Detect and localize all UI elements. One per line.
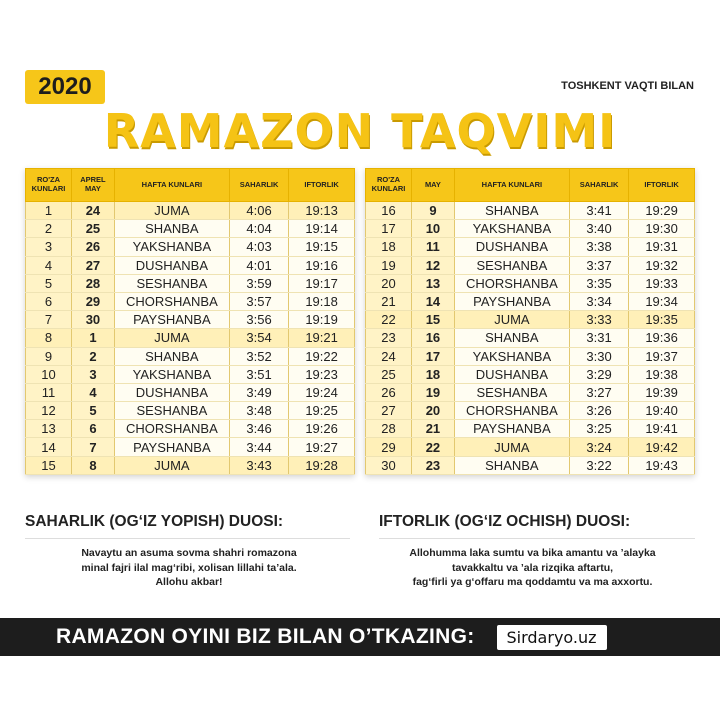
- table-row: [366, 456, 695, 474]
- cell-weekday: SESHANBA: [114, 402, 229, 420]
- cell-day-number: 23: [366, 329, 412, 347]
- cell-saharlik: 3:56: [229, 311, 288, 329]
- timezone-label: TOSHKENT VAQTI BILAN: [561, 80, 694, 92]
- duo-line: minal fajri ilal mag‘ribi, xolisan lillahi ta’ala.: [81, 561, 297, 574]
- cell-weekday: SHANBA: [454, 329, 569, 347]
- cell-saharlik: 3:52: [229, 347, 288, 365]
- cell-iftorlik: 19:32: [629, 256, 695, 274]
- saharlik-duo-title: SAHARLIK (OG‘IZ YOPISH) DUOSI:: [25, 513, 284, 530]
- cell-saharlik: 3:26: [569, 402, 628, 420]
- cell-day-number: 18: [366, 238, 412, 256]
- cell-iftorlik: 19:41: [629, 420, 695, 438]
- col-header-saharlik: SAHARLIK: [569, 169, 628, 202]
- cell-weekday: SHANBA: [454, 202, 569, 220]
- cell-weekday: SHANBA: [454, 456, 569, 474]
- footer-bar: [0, 618, 720, 656]
- cell-date: 17: [412, 347, 455, 365]
- cell-day-number: 3: [26, 238, 72, 256]
- cell-day-number: 14: [26, 438, 72, 456]
- brand-logo[interactable]: Sirdaryo.uz: [497, 625, 607, 650]
- cell-saharlik: 3:35: [569, 274, 628, 292]
- cell-weekday: DUSHANBA: [114, 383, 229, 401]
- cell-iftorlik: 19:18: [289, 292, 355, 310]
- cell-saharlik: 3:38: [569, 238, 628, 256]
- cell-weekday: CHORSHANBA: [114, 420, 229, 438]
- cell-saharlik: 3:29: [569, 365, 628, 383]
- table-row: [366, 256, 695, 274]
- cell-date: 5: [72, 402, 115, 420]
- table-row: [26, 438, 355, 456]
- cell-weekday: SHANBA: [114, 347, 229, 365]
- cell-date: 23: [412, 456, 455, 474]
- cell-saharlik: 3:48: [229, 402, 288, 420]
- cell-day-number: 22: [366, 311, 412, 329]
- cell-saharlik: 3:54: [229, 329, 288, 347]
- table-row: [366, 365, 695, 383]
- cell-date: 11: [412, 238, 455, 256]
- cell-date: 6: [72, 420, 115, 438]
- cell-saharlik: 3:30: [569, 347, 628, 365]
- cell-saharlik: 3:44: [229, 438, 288, 456]
- cell-date: 1: [72, 329, 115, 347]
- cell-weekday: JUMA: [454, 438, 569, 456]
- cell-iftorlik: 19:27: [289, 438, 355, 456]
- cell-saharlik: 3:49: [229, 383, 288, 401]
- table-row: [26, 292, 355, 310]
- cell-iftorlik: 19:43: [629, 456, 695, 474]
- col-header-weekday: HAFTA KUNLARI: [454, 169, 569, 202]
- cell-saharlik: 3:22: [569, 456, 628, 474]
- cell-iftorlik: 19:36: [629, 329, 695, 347]
- cell-iftorlik: 19:19: [289, 311, 355, 329]
- table-row: [366, 220, 695, 238]
- table-row: [366, 238, 695, 256]
- table-row: [26, 220, 355, 238]
- cell-weekday: DUSHANBA: [114, 256, 229, 274]
- cell-saharlik: 3:59: [229, 274, 288, 292]
- col-header-date: MAY: [412, 169, 455, 202]
- cell-iftorlik: 19:17: [289, 274, 355, 292]
- cell-iftorlik: 19:40: [629, 402, 695, 420]
- cell-iftorlik: 19:37: [629, 347, 695, 365]
- cell-day-number: 25: [366, 365, 412, 383]
- cell-day-number: 7: [26, 311, 72, 329]
- cell-date: 24: [72, 202, 115, 220]
- cell-day-number: 9: [26, 347, 72, 365]
- cell-iftorlik: 19:21: [289, 329, 355, 347]
- cell-iftorlik: 19:42: [629, 438, 695, 456]
- cell-saharlik: 3:40: [569, 220, 628, 238]
- col-header-saharlik: SAHARLIK: [229, 169, 288, 202]
- cell-weekday: YAKSHANBA: [454, 347, 569, 365]
- cell-iftorlik: 19:26: [289, 420, 355, 438]
- cell-saharlik: 3:25: [569, 420, 628, 438]
- cell-date: 7: [72, 438, 115, 456]
- cell-day-number: 21: [366, 292, 412, 310]
- calendar-table-left: [25, 168, 355, 475]
- cell-date: 15: [412, 311, 455, 329]
- cell-iftorlik: 19:13: [289, 202, 355, 220]
- table-row: [26, 202, 355, 220]
- cell-saharlik: 3:43: [229, 456, 288, 474]
- cell-weekday: PAYSHANBA: [114, 311, 229, 329]
- cell-iftorlik: 19:16: [289, 256, 355, 274]
- cell-weekday: JUMA: [114, 456, 229, 474]
- cell-day-number: 4: [26, 256, 72, 274]
- table-row: [26, 383, 355, 401]
- table-row: [366, 347, 695, 365]
- cell-date: 18: [412, 365, 455, 383]
- cell-day-number: 5: [26, 274, 72, 292]
- cell-saharlik: 3:51: [229, 365, 288, 383]
- cell-iftorlik: 19:35: [629, 311, 695, 329]
- cell-iftorlik: 19:31: [629, 238, 695, 256]
- cell-date: 2: [72, 347, 115, 365]
- cell-weekday: JUMA: [114, 329, 229, 347]
- footer-slogan: RAMAZON OYINI BIZ BILAN O’TKAZING:: [56, 625, 475, 648]
- cell-saharlik: 3:27: [569, 383, 628, 401]
- cell-weekday: PAYSHANBA: [454, 292, 569, 310]
- col-header-date: APREL MAY: [72, 169, 115, 202]
- cell-iftorlik: 19:38: [629, 365, 695, 383]
- cell-weekday: SESHANBA: [454, 383, 569, 401]
- col-header-iftorlik: IFTORLIK: [289, 169, 355, 202]
- cell-weekday: YAKSHANBA: [454, 220, 569, 238]
- cell-date: 12: [412, 256, 455, 274]
- table-row: [26, 238, 355, 256]
- cell-iftorlik: 19:30: [629, 220, 695, 238]
- table-row: [366, 292, 695, 310]
- cell-iftorlik: 19:34: [629, 292, 695, 310]
- cell-weekday: JUMA: [454, 311, 569, 329]
- cell-weekday: YAKSHANBA: [114, 365, 229, 383]
- col-header-day: RO'ZA KUNLARI: [366, 169, 412, 202]
- table-body-left: [26, 202, 355, 475]
- cell-weekday: DUSHANBA: [454, 238, 569, 256]
- table-row: [26, 311, 355, 329]
- cell-saharlik: 4:01: [229, 256, 288, 274]
- cell-day-number: 6: [26, 292, 72, 310]
- cell-saharlik: 3:37: [569, 256, 628, 274]
- cell-day-number: 29: [366, 438, 412, 456]
- table-row: [366, 274, 695, 292]
- cell-day-number: 8: [26, 329, 72, 347]
- table-row: [26, 347, 355, 365]
- cell-saharlik: 4:03: [229, 238, 288, 256]
- cell-iftorlik: 19:14: [289, 220, 355, 238]
- cell-date: 4: [72, 383, 115, 401]
- table-row: [26, 420, 355, 438]
- table-row: [366, 311, 695, 329]
- cell-iftorlik: 19:23: [289, 365, 355, 383]
- cell-saharlik: 3:57: [229, 292, 288, 310]
- cell-iftorlik: 19:33: [629, 274, 695, 292]
- col-header-iftorlik: IFTORLIK: [629, 169, 695, 202]
- cell-date: 3: [72, 365, 115, 383]
- cell-saharlik: 3:31: [569, 329, 628, 347]
- cell-weekday: JUMA: [114, 202, 229, 220]
- table-row: [26, 456, 355, 474]
- cell-saharlik: 3:33: [569, 311, 628, 329]
- duo-line: tavakkaltu va ’ala rizqika aftartu,: [451, 561, 614, 574]
- cell-day-number: 19: [366, 256, 412, 274]
- duo-line: Navaytu an asuma sovma shahri romazona: [81, 547, 297, 559]
- cell-date: 16: [412, 329, 455, 347]
- cell-day-number: 15: [26, 456, 72, 474]
- cell-date: 30: [72, 311, 115, 329]
- cell-day-number: 30: [366, 456, 412, 474]
- cell-iftorlik: 19:28: [289, 456, 355, 474]
- table-row: [26, 402, 355, 420]
- cell-date: 10: [412, 220, 455, 238]
- cell-iftorlik: 19:29: [629, 202, 695, 220]
- cell-day-number: 12: [26, 402, 72, 420]
- table-row: [26, 274, 355, 292]
- saharlik-duo-text: [30, 546, 348, 590]
- cell-weekday: CHORSHANBA: [114, 292, 229, 310]
- cell-weekday: CHORSHANBA: [454, 402, 569, 420]
- calendar-table-right: [365, 168, 695, 475]
- cell-iftorlik: 19:22: [289, 347, 355, 365]
- table-row: [366, 383, 695, 401]
- cell-iftorlik: 19:24: [289, 383, 355, 401]
- col-header-weekday: HAFTA KUNLARI: [114, 169, 229, 202]
- table-row: [26, 256, 355, 274]
- cell-weekday: SHANBA: [114, 220, 229, 238]
- cell-weekday: SESHANBA: [114, 274, 229, 292]
- cell-iftorlik: 19:25: [289, 402, 355, 420]
- cell-weekday: CHORSHANBA: [454, 274, 569, 292]
- cell-weekday: DUSHANBA: [454, 365, 569, 383]
- cell-day-number: 1: [26, 202, 72, 220]
- table-row: [366, 420, 695, 438]
- cell-weekday: YAKSHANBA: [114, 238, 229, 256]
- iftorlik-duo-text: [370, 546, 695, 590]
- year-badge: 2020: [25, 70, 105, 104]
- cell-date: 28: [72, 274, 115, 292]
- cell-day-number: 17: [366, 220, 412, 238]
- cell-weekday: PAYSHANBA: [114, 438, 229, 456]
- cell-weekday: PAYSHANBA: [454, 420, 569, 438]
- table-row: [26, 365, 355, 383]
- cell-date: 27: [72, 256, 115, 274]
- duo-line: Allohumma laka sumtu va bika amantu va ’alayka: [409, 547, 656, 559]
- cell-saharlik: 3:34: [569, 292, 628, 310]
- divider: [379, 538, 695, 539]
- table-row: [366, 438, 695, 456]
- iftorlik-duo-title: IFTORLIK (OG‘IZ OCHISH) DUOSI:: [379, 513, 631, 530]
- cell-day-number: 24: [366, 347, 412, 365]
- cell-date: 14: [412, 292, 455, 310]
- cell-saharlik: 4:06: [229, 202, 288, 220]
- cell-iftorlik: 19:15: [289, 238, 355, 256]
- cell-saharlik: 3:46: [229, 420, 288, 438]
- cell-date: 21: [412, 420, 455, 438]
- cell-day-number: 13: [26, 420, 72, 438]
- cell-saharlik: 3:41: [569, 202, 628, 220]
- cell-date: 20: [412, 402, 455, 420]
- cell-date: 29: [72, 292, 115, 310]
- table-body-right: [366, 202, 695, 475]
- cell-date: 22: [412, 438, 455, 456]
- cell-day-number: 27: [366, 402, 412, 420]
- cell-date: 19: [412, 383, 455, 401]
- table-row: [366, 202, 695, 220]
- cell-date: 13: [412, 274, 455, 292]
- cell-date: 25: [72, 220, 115, 238]
- cell-day-number: 2: [26, 220, 72, 238]
- cell-day-number: 20: [366, 274, 412, 292]
- table-row: [366, 329, 695, 347]
- cell-weekday: SESHANBA: [454, 256, 569, 274]
- duo-line: fag‘firli ya g‘offaru ma qoddamtu va ma axxortu.: [412, 576, 653, 588]
- table-row: [26, 329, 355, 347]
- duo-line: Allohu akbar!: [155, 576, 223, 588]
- cell-date: 26: [72, 238, 115, 256]
- cell-day-number: 16: [366, 202, 412, 220]
- table-row: [366, 402, 695, 420]
- cell-day-number: 11: [26, 383, 72, 401]
- cell-day-number: 10: [26, 365, 72, 383]
- cell-day-number: 28: [366, 420, 412, 438]
- cell-day-number: 26: [366, 383, 412, 401]
- cell-date: 9: [412, 202, 455, 220]
- cell-date: 8: [72, 456, 115, 474]
- col-header-day: RO'ZA KUNLARI: [26, 169, 72, 202]
- page-title: RAMAZON TAQVIMI: [103, 104, 617, 158]
- cell-saharlik: 3:24: [569, 438, 628, 456]
- cell-saharlik: 4:04: [229, 220, 288, 238]
- divider: [25, 538, 350, 539]
- cell-iftorlik: 19:39: [629, 383, 695, 401]
